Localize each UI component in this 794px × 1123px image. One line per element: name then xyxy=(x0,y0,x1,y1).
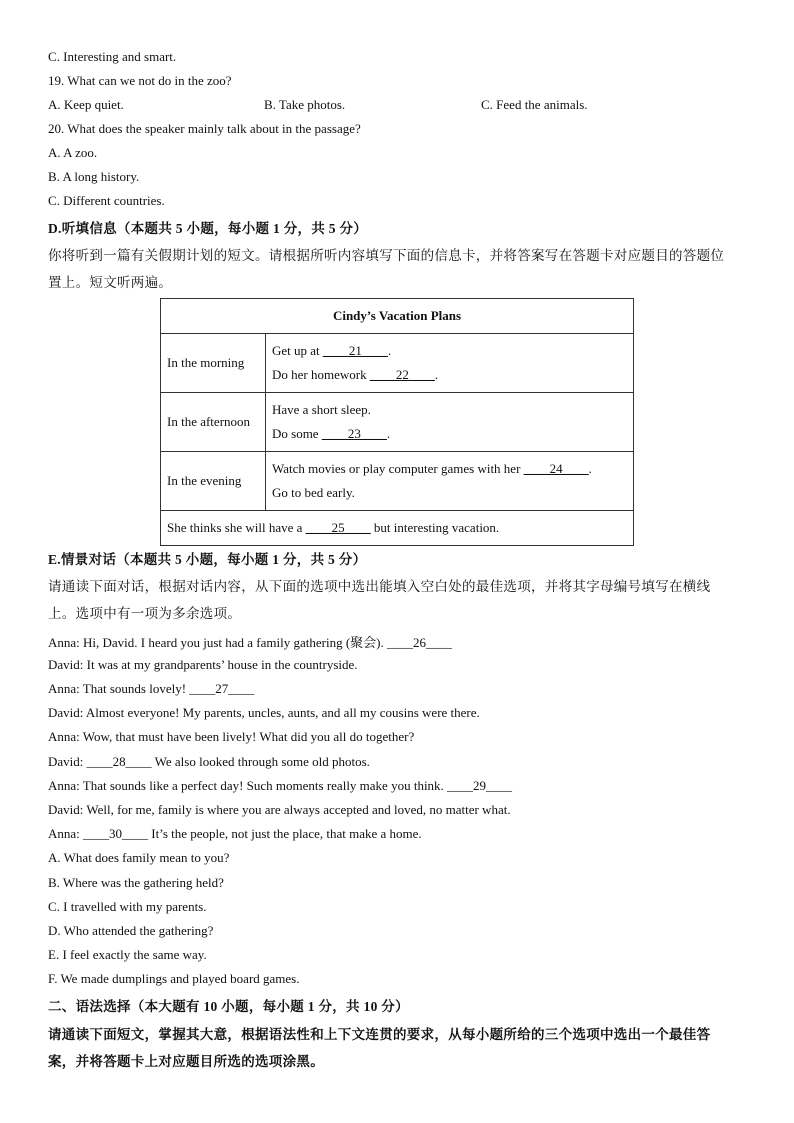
q20-option-c: C. Different countries. xyxy=(48,193,165,208)
option-e: E. I feel exactly the same way. xyxy=(48,947,207,962)
evening-line1-end: . xyxy=(588,461,592,476)
morning-line2-end: . xyxy=(434,367,439,382)
dialogue-line: David: It was at my grandparents’ house in the countryside. xyxy=(48,657,358,672)
q19-option-c: C. Feed the animals. xyxy=(481,97,588,112)
dialogue-line: David: Almost everyone! My parents, uncles, aunts, and all my cousins were there. xyxy=(48,705,480,720)
evening-line1-text: Watch movies or play computer games with her xyxy=(272,461,524,476)
part2-title: 二、语法选择（本大题有 10 小题，每小题 1 分，共 10 分） xyxy=(48,999,409,1014)
blank-25[interactable]: ____25____ xyxy=(305,520,371,535)
table-title: Cindy’s Vacation Plans xyxy=(161,299,634,334)
afternoon-line2-end: . xyxy=(386,426,391,441)
dialogue-line: Anna: Hi, David. I heard you just had a family gathering (聚会). ____26____ xyxy=(48,635,452,650)
row-content-evening xyxy=(266,452,634,511)
part2-instruction-2: 案，并将答题卡上对应题目所选的选项涂黑。 xyxy=(48,1054,324,1069)
section-e-title: E.情景对话（本题共 5 小题，每小题 1 分，共 5 分） xyxy=(48,552,367,567)
q20-option-b: B. A long history. xyxy=(48,169,140,184)
table-row-evening xyxy=(161,452,634,511)
q19-question: 19. What can we not do in the zoo? xyxy=(48,73,232,88)
row-content-morning xyxy=(266,334,634,393)
q19-option-b: B. Take photos. xyxy=(264,97,346,112)
section-e-instruction-1: 请通读下面对话，根据对话内容，从下面的选项中选出能填入空白处的最佳选项，并将其字母编号填写在横线 xyxy=(48,579,711,594)
morning-line1-end: . xyxy=(387,343,392,358)
row-label-morning: In the morning xyxy=(161,334,266,393)
table-row-morning xyxy=(161,334,634,393)
option-f: F. We made dumplings and played board games. xyxy=(48,971,300,986)
part2-instruction-1: 请通读下面短文，掌握其大意，根据语法性和上下文连贯的要求，从每小题所给的三个选项中选出一个最佳答 xyxy=(48,1027,711,1042)
blank-23[interactable]: ____23____ xyxy=(321,426,387,441)
table-row-afternoon xyxy=(161,393,634,452)
summary-cell xyxy=(161,511,634,546)
dialogue-line: Anna: Wow, that must have been lively! What did you all do together? xyxy=(48,729,415,744)
dialogue-line: David: ____28____ We also looked through some old photos. xyxy=(48,754,370,769)
blank-22[interactable]: ____22____ xyxy=(369,367,435,382)
dialogue-line: David: Well, for me, family is where you are always accepted and loved, no matter what. xyxy=(48,802,511,817)
dialogue-line: Anna: That sounds like a perfect day! Such moments really make you think. ____29____ xyxy=(48,778,513,793)
row-label-evening: In the evening xyxy=(161,452,266,511)
section-e-instruction-2: 上。选项中有一项为多余选项。 xyxy=(48,606,242,621)
vacation-plans-table xyxy=(160,298,634,546)
evening-line2: Go to bed early. xyxy=(272,485,355,500)
q20-option-a: A. A zoo. xyxy=(48,145,98,160)
morning-line1-text: Get up at xyxy=(272,343,323,358)
q19-option-a: A. Keep quiet. xyxy=(48,97,124,112)
row-content-afternoon xyxy=(266,393,634,452)
option-b: B. Where was the gathering held? xyxy=(48,875,224,890)
option-d: D. Who attended the gathering? xyxy=(48,923,214,938)
afternoon-line1: Have a short sleep. xyxy=(272,402,371,417)
section-d-instruction-2: 置上。短文听两遍。 xyxy=(48,275,173,290)
dialogue-line: Anna: That sounds lovely! ____27____ xyxy=(48,681,255,696)
option-a: A. What does family mean to you? xyxy=(48,850,230,865)
blank-21[interactable]: ____21____ xyxy=(322,343,388,358)
table-row-summary xyxy=(161,511,634,546)
section-d-instruction-1: 你将听到一篇有关假期计划的短文。请根据所听内容填写下面的信息卡，并将答案写在答题卡对应题目的答题位 xyxy=(48,248,725,263)
afternoon-line2-text: Do some xyxy=(272,426,322,441)
blank-24[interactable]: ____24____ xyxy=(523,461,589,476)
summary-text: She thinks she will have a xyxy=(167,520,306,535)
q20-question: 20. What does the speaker mainly talk about in the passage? xyxy=(48,121,361,136)
morning-line2-text: Do her homework xyxy=(272,367,370,382)
option-c: C. I travelled with my parents. xyxy=(48,899,207,914)
summary-end: but interesting vacation. xyxy=(370,520,500,535)
section-d-title: D.听填信息（本题共 5 小题，每小题 1 分，共 5 分） xyxy=(48,221,368,236)
dialogue-line: Anna: ____30____ It’s the people, not just the place, that make a home. xyxy=(48,826,422,841)
q18-option-c: C. Interesting and smart. xyxy=(48,49,177,64)
row-label-afternoon: In the afternoon xyxy=(161,393,266,452)
